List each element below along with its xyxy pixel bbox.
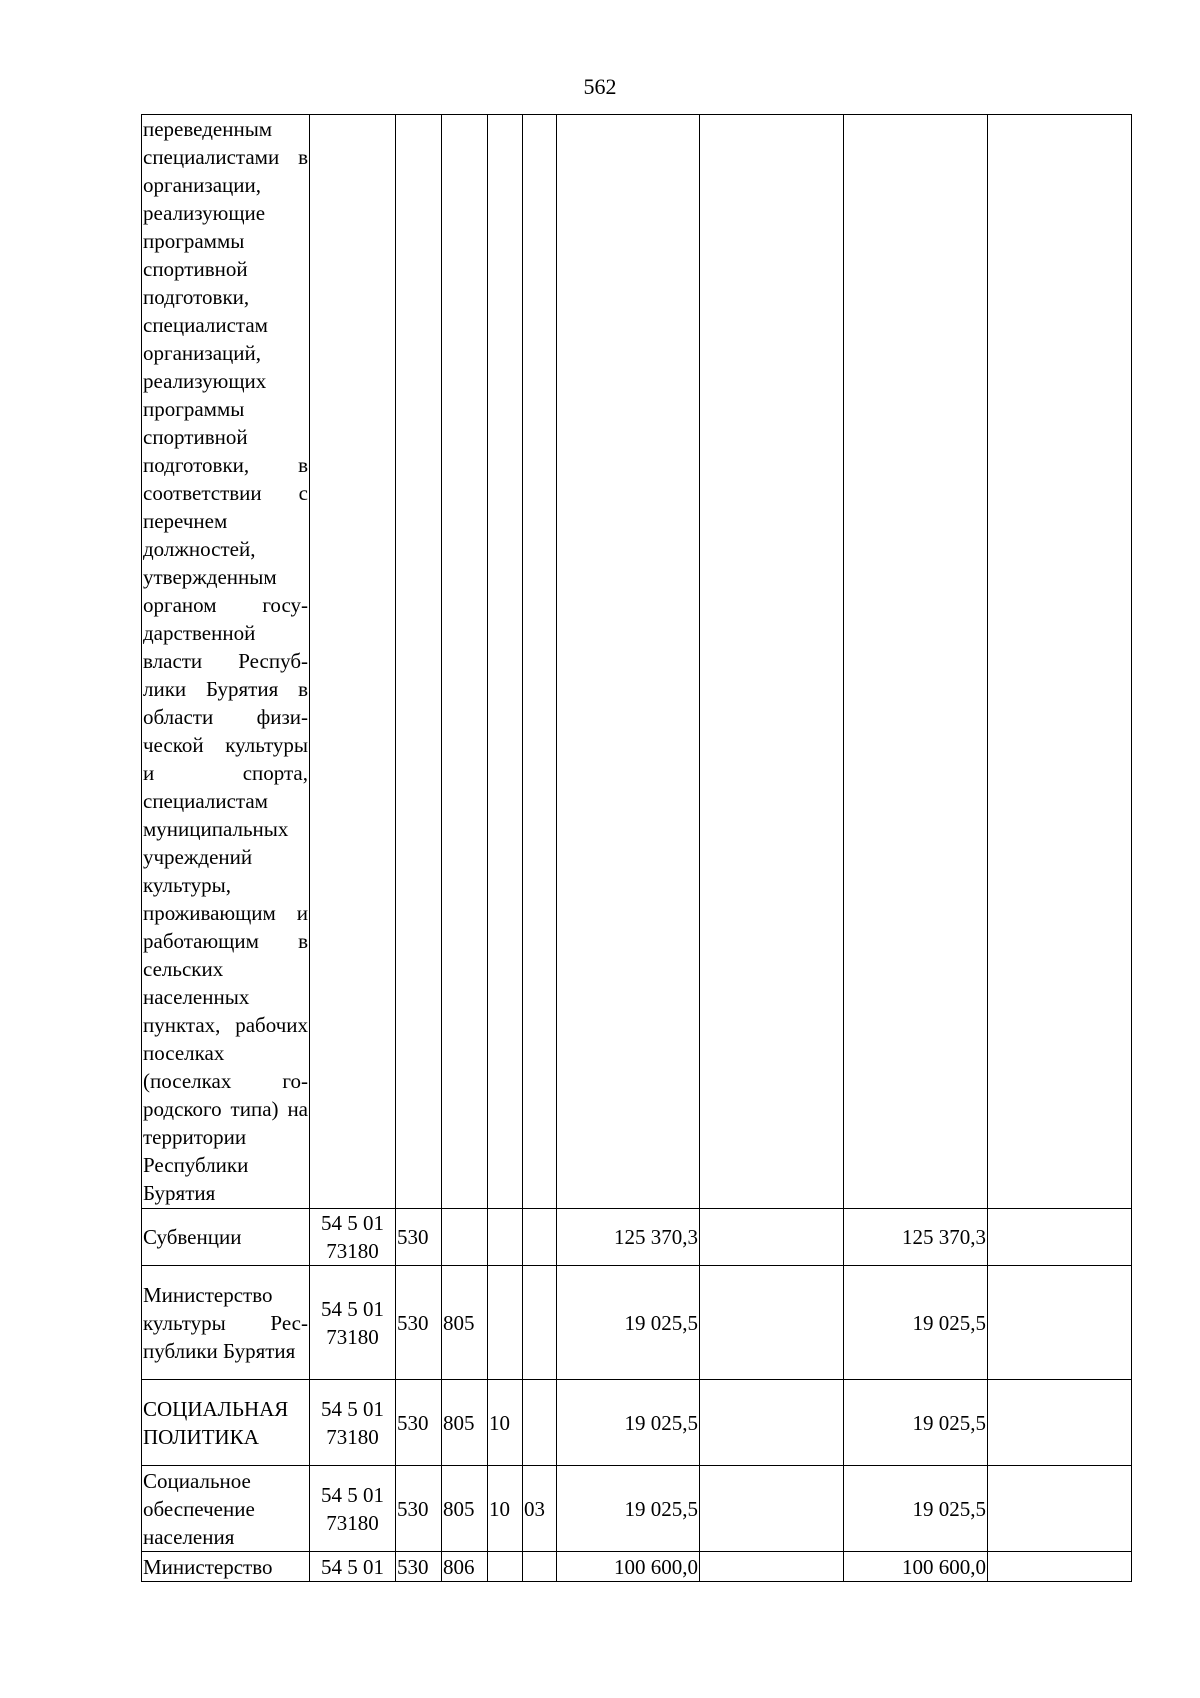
amount-cell <box>988 1380 1132 1466</box>
csr-cell <box>310 1380 396 1466</box>
amount-cell: 19 025,5 <box>844 1466 988 1552</box>
csr-line: 54 5 01 <box>321 1554 384 1579</box>
grbs-cell <box>442 115 488 1209</box>
amount-cell <box>700 1209 844 1266</box>
amount-cell <box>988 1552 1132 1582</box>
vr-cell: 530 <box>396 1266 442 1380</box>
grbs-cell: 805 <box>442 1266 488 1380</box>
csr-line: 54 5 01 <box>321 1296 384 1321</box>
row-name: Социальное обеспечение населения <box>142 1466 310 1552</box>
grbs-cell <box>442 1209 488 1266</box>
row-description: переведенным специалистами в организации, реализующие программы спортивной подготовки, специалистам организаций, реализующих программы спортивной подготовки, в соответствии с перечнем должностей, утвержденным органом государственной власти Республики Бурятия в области физической культуры и спорта, специалистам муниципальных учреждений культуры, проживающим и работающим в сельских населенных пунктах, рабочих поселках (поселках городского типа) на территории Республики Бурятия <box>142 115 310 1209</box>
amount-cell <box>844 115 988 1209</box>
csr-line: 54 5 01 <box>321 1211 384 1235</box>
amount-cell <box>700 1552 844 1582</box>
amount-cell <box>700 1380 844 1466</box>
rz-cell <box>488 1552 523 1582</box>
grbs-cell: 805 <box>442 1466 488 1552</box>
budget-table <box>141 114 1132 1582</box>
amount-cell: 19 025,5 <box>844 1266 988 1380</box>
amount-cell: 100 600,0 <box>557 1552 700 1582</box>
csr-cell <box>310 1466 396 1552</box>
rz-cell <box>488 1266 523 1380</box>
pr-cell <box>523 1209 557 1266</box>
amount-cell: 100 600,0 <box>844 1552 988 1582</box>
table-row <box>142 1209 1132 1266</box>
amount-cell <box>988 1466 1132 1552</box>
csr-line: 73180 <box>326 1324 379 1349</box>
row-name: Министерство <box>142 1552 310 1582</box>
vr-cell: 530 <box>396 1380 442 1466</box>
table-row <box>142 1552 1132 1582</box>
vr-cell <box>396 115 442 1209</box>
amount-cell <box>557 115 700 1209</box>
rz-cell: 10 <box>488 1466 523 1552</box>
table-row-continued-description <box>142 115 1132 1209</box>
amount-cell: 125 370,3 <box>557 1209 700 1266</box>
vr-cell: 530 <box>396 1552 442 1582</box>
csr-line: 73180 <box>326 1424 379 1449</box>
vr-cell: 530 <box>396 1466 442 1552</box>
amount-cell <box>988 1266 1132 1380</box>
csr-cell <box>310 1266 396 1380</box>
pr-cell: 03 <box>523 1466 557 1552</box>
amount-cell <box>988 115 1132 1209</box>
csr-cell <box>310 1209 396 1266</box>
pr-cell <box>523 1380 557 1466</box>
pr-cell <box>523 1266 557 1380</box>
pr-cell <box>523 115 557 1209</box>
rz-cell <box>488 115 523 1209</box>
vr-cell: 530 <box>396 1209 442 1266</box>
grbs-cell: 806 <box>442 1552 488 1582</box>
table-row <box>142 1466 1132 1552</box>
csr-line: 54 5 01 <box>321 1482 384 1507</box>
csr-line: 54 5 01 <box>321 1396 384 1421</box>
page-number: 562 <box>583 74 617 99</box>
amount-cell: 19 025,5 <box>557 1380 700 1466</box>
grbs-cell: 805 <box>442 1380 488 1466</box>
amount-cell <box>700 1466 844 1552</box>
row-name: СОЦИАЛЬНАЯ ПОЛИТИКА <box>142 1380 310 1466</box>
csr-cell <box>310 1552 396 1582</box>
amount-cell <box>700 1266 844 1380</box>
csr-line: 73180 <box>326 1239 379 1263</box>
rz-cell: 10 <box>488 1380 523 1466</box>
amount-cell <box>988 1209 1132 1266</box>
amount-cell: 19 025,5 <box>557 1266 700 1380</box>
csr-cell <box>310 115 396 1209</box>
row-name: Министерство культуры Республики Бурятия <box>142 1266 310 1380</box>
row-name: Субвенции <box>142 1209 310 1266</box>
amount-cell <box>700 115 844 1209</box>
rz-cell <box>488 1209 523 1266</box>
pr-cell <box>523 1552 557 1582</box>
table-row <box>142 1380 1132 1466</box>
csr-line: 73180 <box>326 1510 379 1535</box>
amount-cell: 19 025,5 <box>844 1380 988 1466</box>
amount-cell: 125 370,3 <box>844 1209 988 1266</box>
table-row <box>142 1266 1132 1380</box>
amount-cell: 19 025,5 <box>557 1466 700 1552</box>
